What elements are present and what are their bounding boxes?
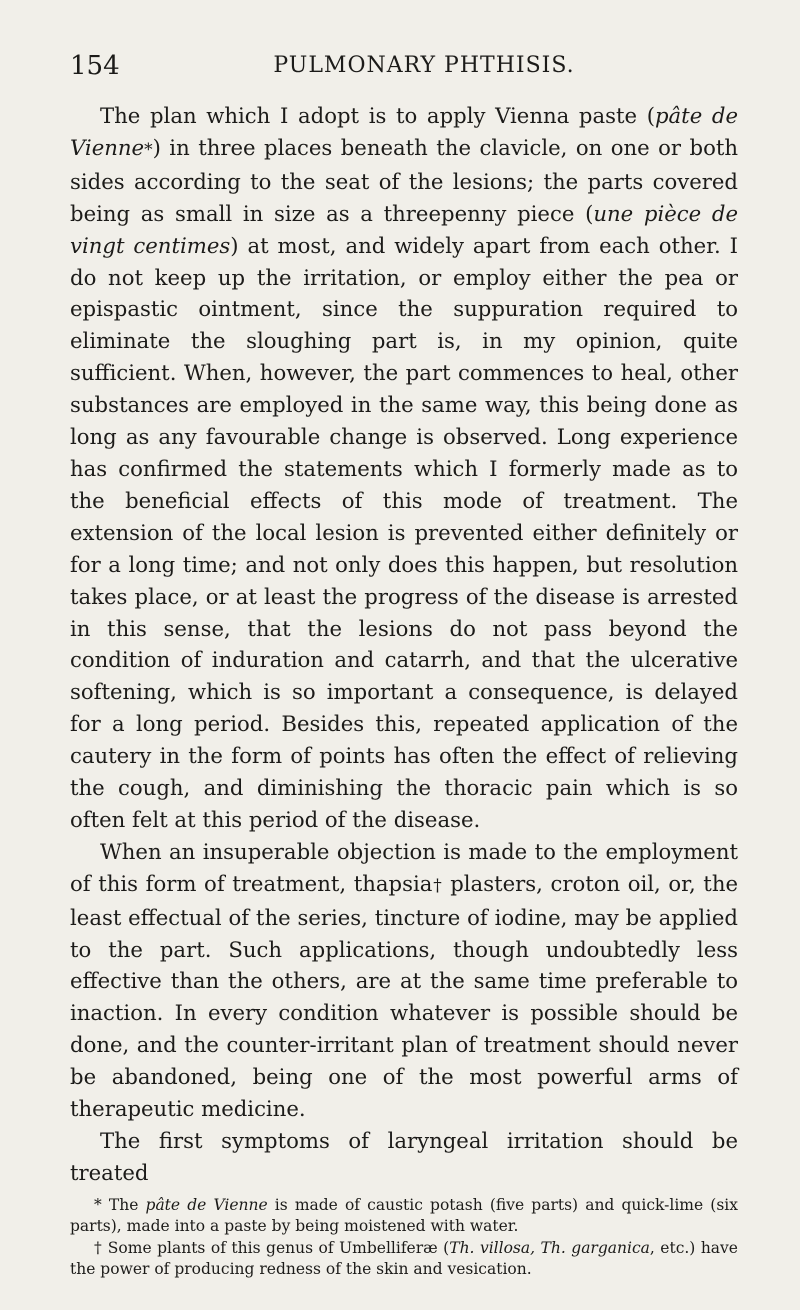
fn1-text: is made of caustic potash (five parts) and quick-lime (six parts), made into a paste by being moistened with water. [70, 1195, 739, 1236]
page-number: 154 [70, 51, 120, 81]
running-title: PULMONARY PHTHISIS. [273, 53, 575, 78]
p1-italic-b: une pièce de vingt centimes [70, 200, 739, 258]
p2-text-a: When an insuperable objection is made to the employment of this form of treatment, thapsia [70, 838, 738, 896]
paragraph-3: The first symptoms of laryngeal irritation should be treated [70, 1128, 738, 1185]
p2-text-b: plasters, croton oil, or, the least effectual of the series, tincture of iodine, may be applied to the part. Such applications, though undoubtedly less effective than the others, are at the same time preferable to inaction. In every condition whatever is possible should be done, and the counter-irritant plan of treatment should never be abandoned, being one of the most powerful arms of therapeutic medicine. [70, 870, 738, 1122]
fn1-italic: pâte de Vienne [145, 1195, 268, 1214]
fn1-mark: * The [94, 1195, 146, 1214]
footnote-1 [70, 1195, 738, 1238]
fn2-mark: † Some plants of this genus of Umbelliferæ ( [94, 1238, 450, 1257]
footnote-ref-dagger: † [432, 874, 443, 895]
footnote-ref-star: * [144, 138, 153, 159]
paragraph-1 [70, 100, 738, 836]
fn2-text: , etc.) have the power of producing redness of the skin and vesication. [70, 1238, 738, 1279]
fn2-italic: Th. villosa, Th. garganica [449, 1238, 650, 1257]
p1-italic-a: pâte de Vienne [70, 103, 738, 160]
running-head [70, 0, 738, 86]
p1-text-c: ) at most, and widely apart from each other. I do not keep up the irritation, or employ either the pea or epispastic ointment, since the suppuration required to eliminate the sloughing part is, in my opinion, quite sufficient. When, however, the part commences to heal, other substances are employed in the same way, this being done as long as any favourable change is observed. Long experience has confirmed the statements which I formerly made as to the beneficial effects of this mode of treatment. The extension of the local lesion is prevented either definitely or for a long time; and not only does this happen, but resolution takes place, or at least the progress of the disease is arrested in this sense, that the lesions do not pass beyond the condition of induration and catarrh, and that the ulcerative softening, which is so important a consequence, is delayed for a long period. Besides this, repeated application of the cautery in the form of points has often the effect of relieving the cough, and diminishing the thoracic pain which is so often felt at this period of the disease. [70, 232, 738, 832]
body-text [70, 100, 738, 1189]
paragraph-2 [70, 836, 738, 1125]
footnote-2 [70, 1238, 738, 1281]
p1-text-a: The plan which I adopt is to apply Vienna paste ( [100, 103, 655, 128]
p1-text-b: ) in three places beneath the clavicle, on one or both sides according to the seat of the lesions; the parts covered being as small in size as a threepenny piece ( [70, 134, 738, 226]
footnotes [70, 1195, 738, 1281]
